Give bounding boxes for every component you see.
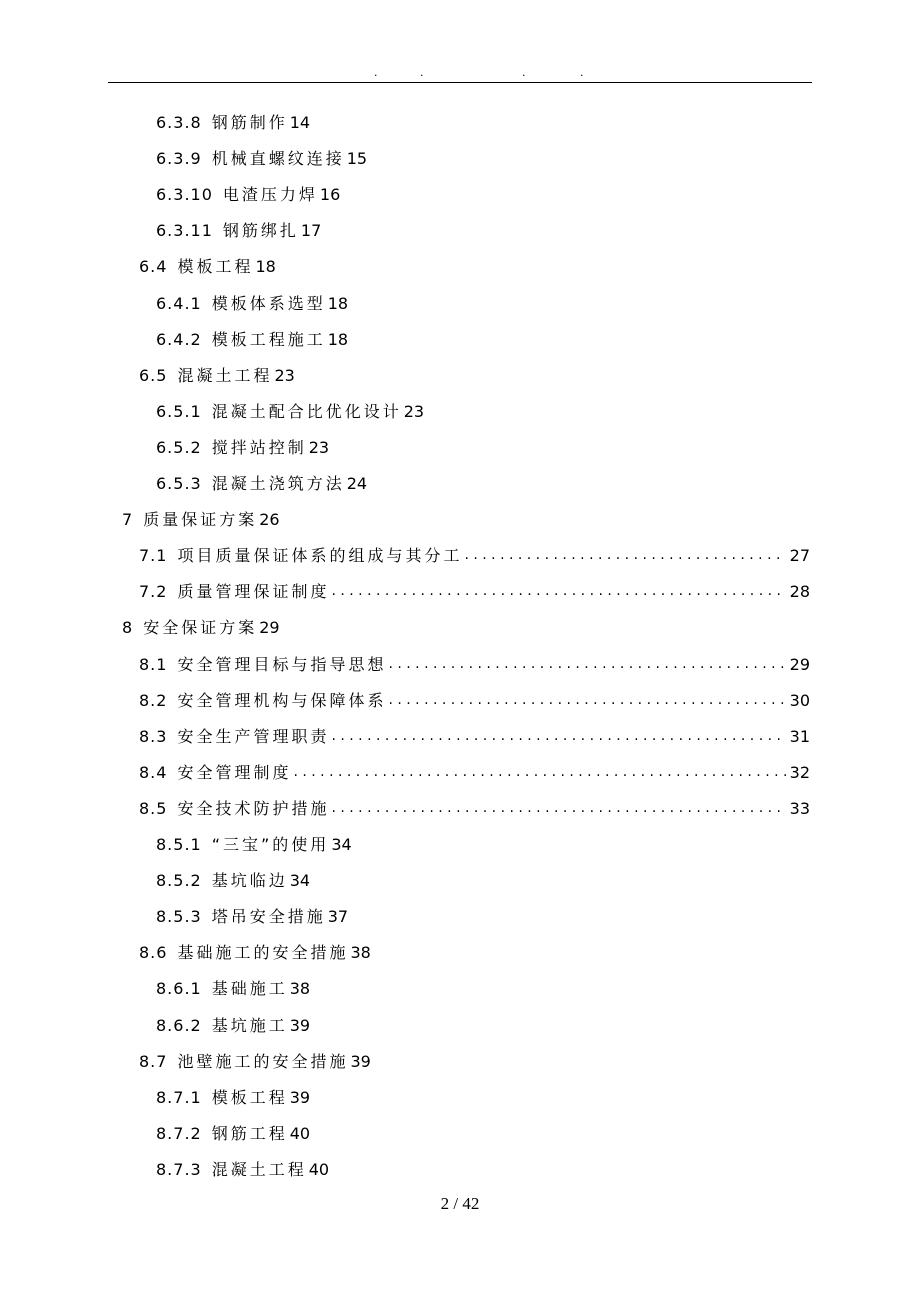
toc-entry[interactable] [139,579,810,605]
toc-dot-leader [293,760,785,786]
toc-entry[interactable] [156,182,340,208]
toc-entry-number: 6.4.1 [156,294,202,313]
toc-entry-title: 电渣压力焊 [222,185,318,204]
toc-entry[interactable] [139,652,810,678]
toc-entry-page: 23 [274,366,295,385]
toc-dot-leader [331,724,785,750]
toc-entry-title: 基础施工 [211,979,288,998]
toc-entry-page: 29 [789,655,810,674]
toc-entry-number: 8.5.2 [156,871,202,890]
toc-entry-title: 搅拌站控制 [211,438,307,457]
toc-entry-title: 安全保证方案 [143,618,258,637]
toc-entry[interactable] [156,435,329,461]
toc-entry-title: 模板体系选型 [211,294,326,313]
toc-entry[interactable] [156,976,310,1002]
header-dot: . [580,66,584,79]
toc-entry-number: 8.7.3 [156,1160,202,1179]
toc-entry-title: 基础施工的安全措施 [177,943,349,962]
toc-entry-number: 8.4 [139,763,168,782]
toc-entry-number: 6.4.2 [156,330,202,349]
toc-entry-page: 28 [789,582,810,601]
toc-entry[interactable] [122,615,280,641]
toc-entry-number: 8.1 [139,655,168,674]
toc-entry-number: 6.4 [139,257,168,276]
toc-entry-page: 32 [789,763,810,782]
toc-entry-title: 质量管理保证制度 [177,582,330,601]
toc-entry-page: 16 [319,185,341,204]
toc-entry-title: 混凝土配合比优化设计 [211,402,402,421]
toc-entry-page: 38 [289,979,311,998]
toc-entry-title: 混凝土工程 [211,1160,307,1179]
toc-entry[interactable] [156,146,367,172]
header-dot: . [420,66,424,79]
toc-entry-number: 6.3.8 [156,113,202,132]
toc-entry-number: 8.3 [139,727,168,746]
toc-entry-number: 8.7.1 [156,1088,202,1107]
toc-entry[interactable] [156,832,352,858]
toc-entry-title: 模板工程施工 [211,330,326,349]
toc-entry[interactable] [156,868,310,894]
toc-entry-title: 安全生产管理职责 [177,727,330,746]
toc-entry-title: 项目质量保证体系的组成与其分工 [177,546,463,565]
toc-entry-title: 钢筋绑扎 [222,221,299,240]
toc-entry[interactable] [156,399,424,425]
toc-entry-title: 池壁施工的安全措施 [177,1052,349,1071]
toc-entry-number: 7.1 [139,546,168,565]
toc-entry[interactable] [139,688,810,714]
toc-entry[interactable] [139,796,810,822]
toc-entry-page: 26 [259,510,280,529]
toc-entry-number: 8.5.3 [156,907,202,926]
toc-entry[interactable] [156,1157,329,1183]
toc-entry-title: 安全管理机构与保障体系 [177,691,387,710]
toc-entry-page: 33 [789,799,810,818]
toc-entry-number: 6.3.9 [156,149,202,168]
toc-entry-number: 6.5.3 [156,474,202,493]
toc-entry-number: 8.6.2 [156,1016,202,1035]
toc-dot-leader [331,796,785,822]
toc-entry[interactable] [156,327,348,353]
page-number: 2 / 42 [440,1194,480,1213]
header-dot: . [374,66,378,79]
toc-entry[interactable] [156,1121,310,1147]
toc-entry-page: 30 [789,691,810,710]
toc-entry-number: 8.5.1 [156,835,202,854]
toc-entry-number: 8.7 [139,1052,168,1071]
toc-entry-page: 24 [346,474,368,493]
toc-entry-page: 14 [289,113,311,132]
toc-entry-number: 8 [122,618,134,637]
toc-entry[interactable] [139,940,371,966]
toc-entry-page: 23 [403,402,425,421]
header-dot: . [522,66,526,79]
toc-entry[interactable] [139,363,295,389]
toc-entry-number: 6.5.1 [156,402,202,421]
toc-entry-title: 塔吊安全措施 [211,907,326,926]
toc-entry[interactable] [139,760,810,786]
toc-entry-title: 钢筋工程 [211,1124,288,1143]
toc-entry-number: 8.6 [139,943,168,962]
toc-entry-page: 18 [255,257,276,276]
toc-entry-number: 6.3.10 [156,185,213,204]
toc-entry-number: 8.7.2 [156,1124,202,1143]
toc-entry-page: 29 [259,618,280,637]
toc-entry-title: 安全技术防护措施 [177,799,330,818]
toc-entry-page: 38 [350,943,371,962]
toc-entry-title: 钢筋制作 [211,113,288,132]
toc-entry[interactable] [139,1049,371,1075]
toc-entry[interactable] [156,218,321,244]
toc-entry-page: 17 [300,221,322,240]
toc-entry[interactable] [139,724,810,750]
toc-entry-page: 23 [308,438,330,457]
toc-entry-number: 7.2 [139,582,168,601]
toc-entry-number: 8.6.1 [156,979,202,998]
toc-entry-page: 27 [789,546,810,565]
toc-entry-title: 安全管理制度 [177,763,292,782]
toc-dot-leader [331,579,785,605]
toc-entry-page: 15 [346,149,368,168]
toc-entry-page: 34 [289,871,311,890]
toc-entry-number: 7 [122,510,134,529]
toc-entry-page: 31 [789,727,810,746]
toc-entry-title: “三宝”的使用 [211,835,330,854]
toc-entry-number: 6.3.11 [156,221,213,240]
toc-entry-page: 40 [308,1160,330,1179]
toc-entry-page: 39 [289,1088,311,1107]
toc-entry[interactable] [156,291,348,317]
toc-entry-page: 39 [289,1016,311,1035]
toc-entry[interactable] [156,110,310,136]
toc-entry-title: 质量保证方案 [143,510,258,529]
toc-entry-title: 模板工程 [177,257,254,276]
toc-entry-page: 39 [350,1052,371,1071]
toc-entry-title: 模板工程 [211,1088,288,1107]
toc-entry[interactable] [156,904,348,930]
toc-entry-number: 8.5 [139,799,168,818]
toc-entry[interactable] [156,471,367,497]
toc-entry-page: 34 [331,835,352,854]
toc-entry-number: 6.5.2 [156,438,202,457]
toc-dot-leader [388,688,785,714]
toc-entry[interactable] [122,507,280,533]
toc-entry-number: 6.5 [139,366,168,385]
toc-entry-page: 18 [327,330,349,349]
toc-entry-page: 18 [327,294,349,313]
toc-entry-title: 基坑临边 [211,871,288,890]
toc-entry[interactable] [139,254,276,280]
toc-entry[interactable] [156,1013,310,1039]
toc-entry-page: 40 [289,1124,311,1143]
toc-entry-title: 基坑施工 [211,1016,288,1035]
toc-entry-title: 混凝土工程 [177,366,273,385]
toc-dot-leader [388,652,785,678]
toc-entry-title: 安全管理目标与指导思想 [177,655,387,674]
toc-entry-title: 机械直螺纹连接 [211,149,345,168]
toc-entry-title: 混凝土浇筑方法 [211,474,345,493]
toc-entry[interactable] [139,543,810,569]
toc-entry-page: 37 [327,907,349,926]
toc-entry[interactable] [156,1085,310,1111]
toc-entry-number: 8.2 [139,691,168,710]
toc-dot-leader [464,543,785,569]
